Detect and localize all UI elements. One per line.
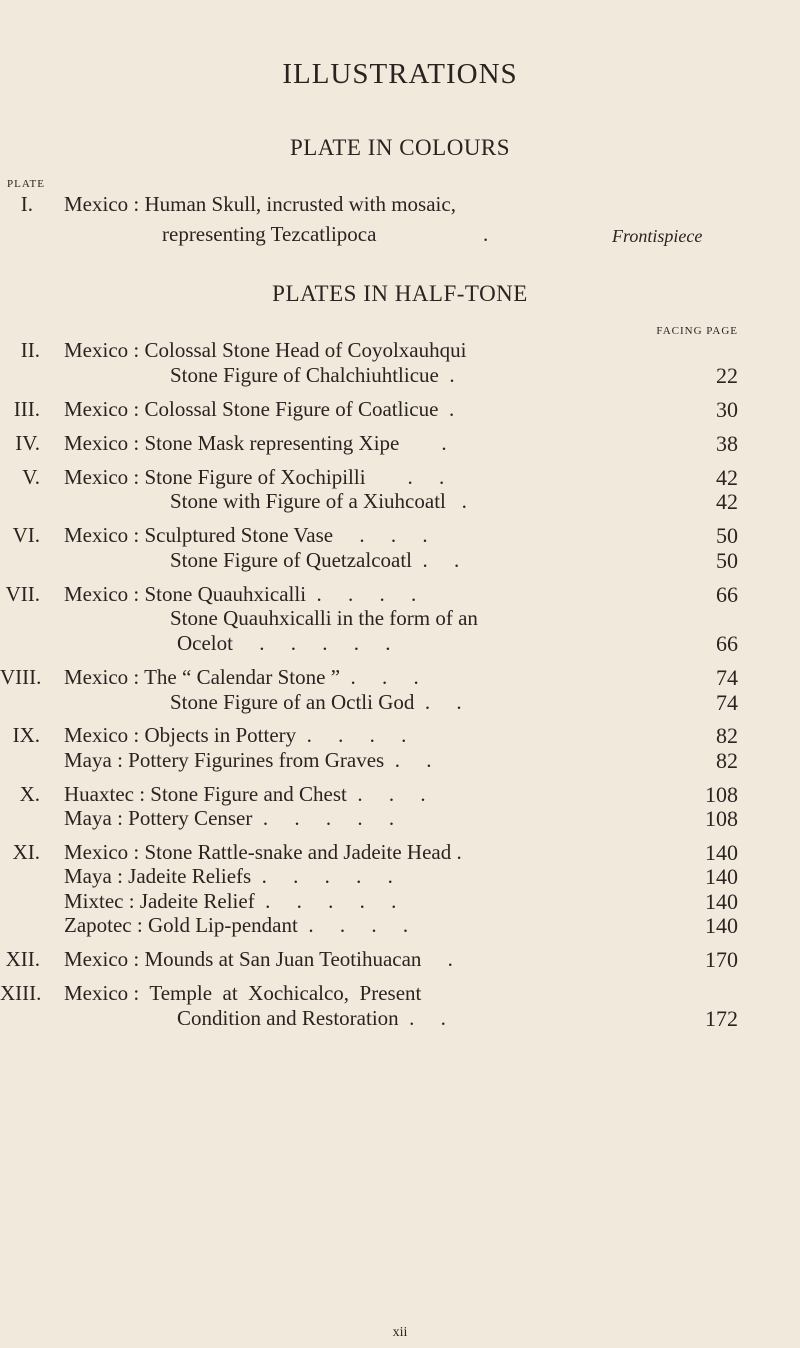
facing-page-number: 108 [705, 782, 738, 807]
plate-caption: Maya : Pottery Censer . . . . . [64, 806, 395, 830]
plate-number: IV. [15, 431, 40, 455]
plate-number: XIII. [0, 981, 42, 1005]
plate-caption: Zapotec : Gold Lip-pendant . . . . [64, 913, 409, 937]
plate-caption: Stone Figure of Quetzalcoatl . . [170, 548, 460, 572]
facing-page-number: 42 [716, 489, 738, 514]
facing-page-number: 38 [716, 431, 738, 456]
plate-column-label: PLATE [7, 178, 45, 190]
facing-page-number: 66 [716, 631, 738, 656]
plate-caption: Maya : Pottery Figurines from Graves . . [64, 748, 432, 772]
plate-caption: Mexico : Stone Figure of Xochipilli . . [64, 465, 445, 489]
facing-page-number: 50 [716, 548, 738, 573]
plate-caption: Condition and Restoration . . [177, 1006, 446, 1030]
plate-caption: Huaxtec : Stone Figure and Chest . . . [64, 782, 426, 806]
plate-caption: Mexico : Temple at Xochicalco, Present [64, 981, 422, 1005]
plate-number: II. [20, 338, 40, 362]
facing-page-number: 170 [705, 947, 738, 972]
plate-caption: Mixtec : Jadeite Relief . . . . . [64, 889, 397, 913]
plate-caption: Maya : Jadeite Reliefs . . . . . [64, 864, 393, 888]
plate-number: VIII. [0, 665, 42, 689]
leader-dot: . [483, 222, 489, 246]
plate-caption: Mexico : Objects in Pottery . . . . [64, 723, 407, 747]
plate-caption: Mexico : Stone Quauhxicalli . . . . [64, 582, 417, 606]
frontispiece-label: Frontispiece [612, 226, 703, 246]
plate-caption-line: representing Tezcatlipoca [162, 222, 377, 246]
facing-page-number: 108 [705, 806, 738, 831]
facing-page-number: 140 [705, 913, 738, 938]
plate-caption: Stone Figure of Chalchiuhtlicue . [170, 363, 455, 387]
facing-page-label: FACING PAGE [656, 325, 738, 337]
plate-caption: Mexico : Mounds at San Juan Teotihuacan . [64, 947, 453, 971]
plate-number: V. [22, 465, 40, 489]
facing-page-number: 172 [705, 1006, 738, 1031]
plate-number: XII. [5, 947, 40, 971]
halftone-section-heading: PLATES IN HALF-TONE [272, 281, 528, 306]
facing-page-number: 50 [716, 523, 738, 548]
plate-caption: Mexico : Colossal Stone Head of Coyolxauhqui [64, 338, 467, 362]
page-title: ILLUSTRATIONS [282, 58, 518, 90]
facing-page-number: 140 [705, 840, 738, 865]
plate-number: XI. [12, 840, 40, 864]
facing-page-number: 22 [716, 363, 738, 388]
plate-caption: Mexico : Sculptured Stone Vase . . . [64, 523, 428, 547]
colour-section-heading: PLATE IN COLOURS [289, 135, 511, 160]
plate-number: VII. [5, 582, 40, 606]
facing-page-number: 66 [716, 582, 738, 607]
facing-page-number: 30 [716, 397, 738, 422]
plate-number: X. [19, 782, 40, 806]
plate-caption: Ocelot . . . . . [177, 631, 391, 655]
plate-number: IX. [12, 723, 40, 747]
plate-caption: Mexico : Colossal Stone Figure of Coatlicue . [64, 397, 455, 421]
plate-caption: Mexico : Stone Rattle-snake and Jadeite Head . [64, 840, 462, 864]
plate-number: VI. [12, 523, 40, 547]
facing-page-number: 42 [716, 465, 738, 490]
plate-number: I. [20, 192, 33, 216]
plate-caption-line: Mexico : Human Skull, incrusted with mosaic, [64, 192, 456, 216]
plate-caption: Stone Figure of an Octli God . . [170, 690, 462, 714]
facing-page-number: 74 [716, 690, 738, 715]
facing-page-number: 140 [705, 889, 738, 914]
plate-caption: Mexico : The “ Calendar Stone ” . . . [64, 665, 419, 689]
plate-number: III. [13, 397, 40, 421]
page-number: xii [392, 1325, 408, 1340]
plate-caption: Stone Quauhxicalli in the form of an [170, 606, 478, 630]
facing-page-number: 74 [716, 665, 738, 690]
plate-caption: Stone with Figure of a Xiuhcoatl . [170, 489, 467, 513]
facing-page-number: 82 [716, 748, 738, 773]
facing-page-number: 140 [705, 864, 738, 889]
facing-page-number: 82 [716, 723, 738, 748]
plate-caption: Mexico : Stone Mask representing Xipe . [64, 431, 447, 455]
